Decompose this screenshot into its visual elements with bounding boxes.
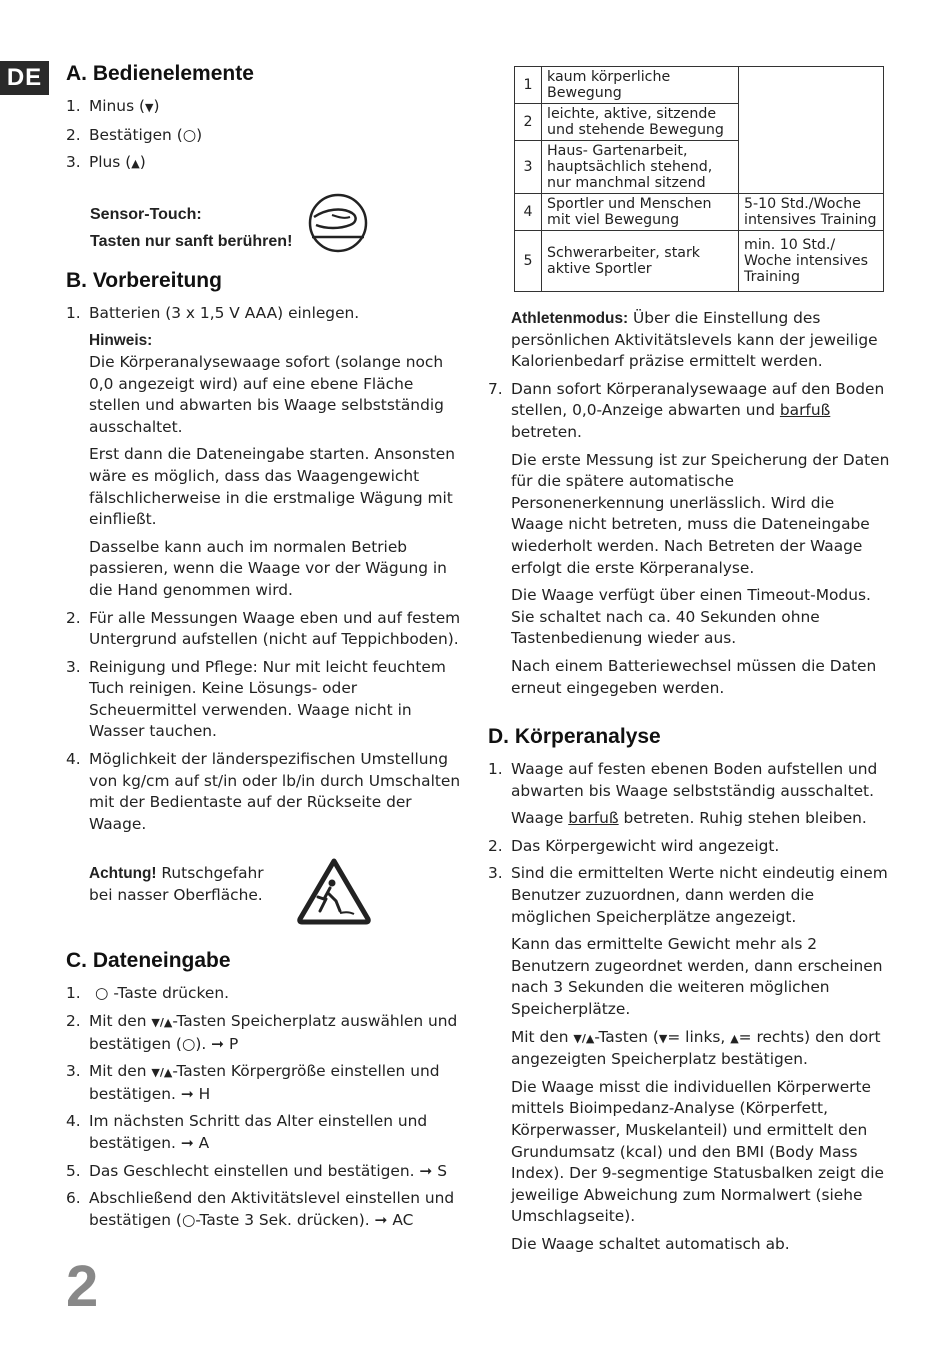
confirm-icon: ○ — [181, 1210, 196, 1229]
minus-plus-icon: ▼/▲ — [151, 1016, 173, 1030]
list-item — [66, 96, 466, 119]
item-number: 6. — [66, 1189, 81, 1208]
display-result: P — [224, 1034, 239, 1053]
warning-text: Rutschgefahr — [156, 864, 264, 883]
item-number: 1. — [66, 303, 81, 322]
confirm-icon: ○ — [182, 125, 197, 144]
item-text: Für alle Messungen Waage eben und auf festem Untergrund aufstellen (nicht auf Teppichboden). — [89, 608, 461, 649]
list-item — [66, 657, 466, 743]
paragraph: Die Waage misst die individuellen Körperwerte mittels Bioimpedanz-Analyse (Körperfett, Körperwasser, Muskelanteil) und ermittelt den Grundumsatz (kcal) und den BMI (Body Mass Index). Der 9-segmentige Statusbalken zeigt die jeweilige Abweichung zum Normalwert (siehe Umschlagseite). — [511, 1077, 884, 1226]
paragraph-text: -Tasten ( — [594, 1027, 659, 1046]
item-text: Mit den — [89, 1062, 152, 1081]
list-item — [66, 1161, 466, 1183]
athlete-mode-label: Athletenmodus: — [511, 310, 629, 327]
table-cell-desc: Haus- Gartenarbeit, hauptsächlich stehend, nur manchmal sitzend — [542, 141, 739, 194]
minus-icon: ▼ — [144, 101, 154, 114]
table-cell-level: 2 — [515, 104, 542, 141]
touch-hand-icon — [306, 191, 370, 255]
item-text: -Taste drücken. — [108, 984, 229, 1003]
arrow-right-icon: ➞ — [180, 1134, 194, 1152]
list-item — [488, 836, 890, 858]
sensor-label: Sensor-Touch: — [90, 205, 202, 223]
paragraph-text: = rechts) den dort angezeigten Speicherplatz bestätigen. — [511, 1027, 881, 1069]
item-number: 3. — [66, 1062, 81, 1081]
item-number: 3. — [66, 153, 81, 172]
minus-plus-icon: ▼/▲ — [151, 1066, 173, 1080]
item-text: Im nächsten Schritt das Alter einstellen und bestätigen. — [89, 1112, 428, 1152]
paragraph-text-underlined: barfuß — [568, 809, 619, 828]
paragraph: Die Waage schaltet automatisch ab. — [511, 1234, 790, 1253]
item-number: 2. — [66, 1012, 81, 1031]
table-cell-desc: leichte, aktive, sitzende und stehende Bewegung — [542, 104, 739, 141]
arrow-right-icon: ➞ — [211, 1034, 225, 1053]
table-row — [515, 194, 884, 231]
minus-icon: ▼ — [658, 1031, 668, 1045]
list-item — [66, 608, 466, 651]
paragraph: Kann das ermittelte Gewicht mehr als 2 Benutzern zugeordnet werden, dann erscheinen nach 3 Sekunden die weiteren möglichen Speicherplätze. — [511, 935, 883, 1019]
display-result: AC — [387, 1210, 414, 1229]
list-item — [66, 303, 466, 325]
item-text-end: ) — [153, 97, 160, 115]
item-number: 4. — [66, 1112, 81, 1131]
item-number: 2. — [488, 836, 503, 855]
table-cell-level: 1 — [515, 67, 542, 104]
hint-paragraph: Dasselbe kann auch im normalen Betrieb passieren, wenn die Waage vor der Wägung in die Hand genommen wird. — [89, 537, 447, 599]
list-item — [66, 1188, 466, 1231]
arrow-right-icon: ➞ — [419, 1161, 433, 1180]
section-a-title: A. Bedienelemente — [66, 62, 254, 85]
hint-paragraph: Erst dann die Dateneingabe starten. Ansonsten wäre es möglich, dass das Waagengewicht fälschlicherweise in die erstmalige Wägung mit einfließt. — [89, 445, 455, 529]
item-text: Bestätigen ( — [89, 125, 183, 144]
table-cell-note: min. 10 Std./ Woche intensives Training — [739, 231, 884, 292]
sensor-touch-note — [66, 191, 466, 261]
item-text: Das Geschlecht einstellen und bestätigen. — [89, 1161, 420, 1180]
display-result: A — [193, 1134, 210, 1152]
left-column — [66, 60, 466, 1237]
list-item — [66, 125, 466, 147]
table-cell-desc: Sportler und Menschen mit viel Bewegung — [542, 194, 739, 231]
item-text: Abschließend den Aktivitätslevel einstellen und bestätigen ( — [89, 1189, 455, 1229]
language-tab: DE — [0, 61, 49, 95]
table-cell-level: 5 — [515, 231, 542, 292]
list-item — [488, 759, 890, 802]
section-b-title: B. Vorbereitung — [66, 268, 222, 292]
list-item — [66, 1011, 466, 1055]
minus-plus-icon: ▼/▲ — [573, 1031, 595, 1045]
item-text: betreten. — [511, 422, 582, 441]
paragraph-text: = links, — [667, 1027, 731, 1046]
warning-text: bei nasser Oberfläche. — [89, 886, 263, 905]
plus-icon: ▲ — [730, 1031, 739, 1045]
paragraph-text: betreten. Ruhig stehen bleiben. — [618, 809, 867, 828]
list-item — [488, 863, 890, 928]
item-text: Reinigung und Pflege: Nur mit leicht feuchtem Tuch reinigen. Keine Lösungs- oder Scheuermittel verwenden. Waage nicht in Wasser tauchen. — [89, 657, 446, 741]
slip-hazard-icon — [296, 857, 372, 925]
item-text: Waage auf festen ebenen Boden aufstellen und abwarten bis Waage selbstständig ausschaltet. — [511, 760, 878, 800]
item-text-underlined: barfuß — [779, 401, 831, 420]
item-text: Minus ( — [89, 97, 145, 115]
list-item — [488, 379, 890, 444]
list-item — [66, 749, 466, 835]
table-row — [515, 67, 884, 104]
paragraph: Nach einem Batteriewechsel müssen die Daten erneut eingegeben werden. — [511, 656, 877, 697]
arrow-right-icon: ➞ — [374, 1210, 388, 1229]
display-result: H — [193, 1084, 211, 1103]
list-item — [66, 983, 466, 1005]
confirm-icon: ○ — [181, 1034, 196, 1053]
item-text: Möglichkeit der länderspezifischen Umstellung von kg/cm auf st/in oder lb/in durch Umschalten mit der Bedientaste auf der Rückseite der Waage. — [89, 750, 461, 833]
hint-paragraph: Die Körperanalysewaage sofort (solange noch 0,0 angezeigt wird) auf eine ebene Fläche stellen und abwarten bis Waage selbstständig ausschaltet. — [89, 352, 444, 436]
item-number: 3. — [66, 657, 81, 676]
page-number: 2 — [66, 1254, 99, 1319]
item-text: Das Körpergewicht wird angezeigt. — [511, 836, 780, 855]
plus-icon: ▲ — [131, 157, 140, 171]
item-text: Batterien (3 x 1,5 V AAA) einlegen. — [89, 303, 360, 322]
table-cell-desc: Schwerarbeiter, stark aktive Sportler — [542, 231, 739, 292]
warning-label: Achtung! — [89, 865, 157, 883]
table-cell-desc: kaum körperliche Bewegung — [542, 67, 739, 104]
item-text: -Tasten Körpergröße einstellen und bestätigen. — [89, 1062, 440, 1103]
sensor-text: Tasten nur sanft berühren! — [90, 232, 293, 250]
activity-level-table — [514, 66, 884, 292]
list-item — [66, 1061, 466, 1105]
arrow-right-icon: ➞ — [180, 1084, 194, 1103]
list-item — [66, 152, 466, 175]
item-number: 1. — [488, 760, 503, 779]
item-text: -Taste 3 Sek. drücken). — [195, 1210, 375, 1229]
paragraph: Die erste Messung ist zur Speicherung der Daten für die spätere automatische Personenerkennung unerlässlich. Wird die Waage nicht betreten, muss die Dateneingabe wiederholt werden. Nach Betreten der Waage erfolgt die erste Körperanalyse. — [511, 450, 890, 577]
table-cell-level: 3 — [515, 141, 542, 194]
list-item — [66, 1111, 466, 1154]
item-number: 4. — [66, 750, 81, 769]
slip-warning — [66, 857, 466, 937]
item-text: Dann sofort Körperanalysewaage auf den Boden stellen, 0,0-Anzeige abwarten und — [511, 379, 885, 420]
item-text-end: ) — [139, 153, 146, 172]
item-number: 3. — [488, 864, 503, 883]
section-c-title: C. Dateneingabe — [66, 949, 231, 973]
item-text: -Tasten Speicherplatz auswählen und bestätigen ( — [89, 1012, 458, 1053]
item-number: 1. — [66, 97, 81, 115]
table-cell-note: 5-10 Std./Woche intensives Training — [739, 194, 884, 231]
item-text: ). — [195, 1034, 212, 1053]
table-cell-level: 4 — [515, 194, 542, 231]
right-column — [488, 66, 890, 1262]
item-text: Plus ( — [89, 153, 132, 172]
item-text-end: ) — [196, 125, 203, 144]
item-number: 7. — [488, 379, 503, 398]
item-text: Mit den — [89, 1012, 152, 1031]
paragraph: Die Waage verfügt über einen Timeout-Modus. Sie schaltet nach ca. 40 Sekunden ohne Tastenbedienung wieder aus. — [511, 586, 871, 648]
confirm-icon: ○ — [95, 984, 109, 1003]
paragraph-text: Waage — [511, 809, 569, 828]
item-number: 2. — [66, 608, 81, 627]
paragraph-text: Mit den — [511, 1027, 574, 1046]
item-text: Sind die ermittelten Werte nicht eindeutig einem Benutzer zuzuordnen, dann werden die möglichen Speicherplätze angezeigt. — [511, 864, 888, 926]
display-result: S — [432, 1161, 447, 1180]
hint-label: Hinweis: — [89, 332, 153, 350]
item-number: 5. — [66, 1161, 81, 1180]
table-cell-note — [739, 67, 884, 194]
item-number: 1. — [66, 984, 81, 1003]
athlete-mode-text: Über die Einstellung des persönlichen Aktivitätslevels kann der jeweilige Kalorienbedarf präzise ermittelt werden. — [511, 309, 878, 371]
section-d-title: D. Körperanalyse — [488, 725, 661, 749]
item-number: 2. — [66, 125, 81, 144]
table-row — [515, 231, 884, 292]
